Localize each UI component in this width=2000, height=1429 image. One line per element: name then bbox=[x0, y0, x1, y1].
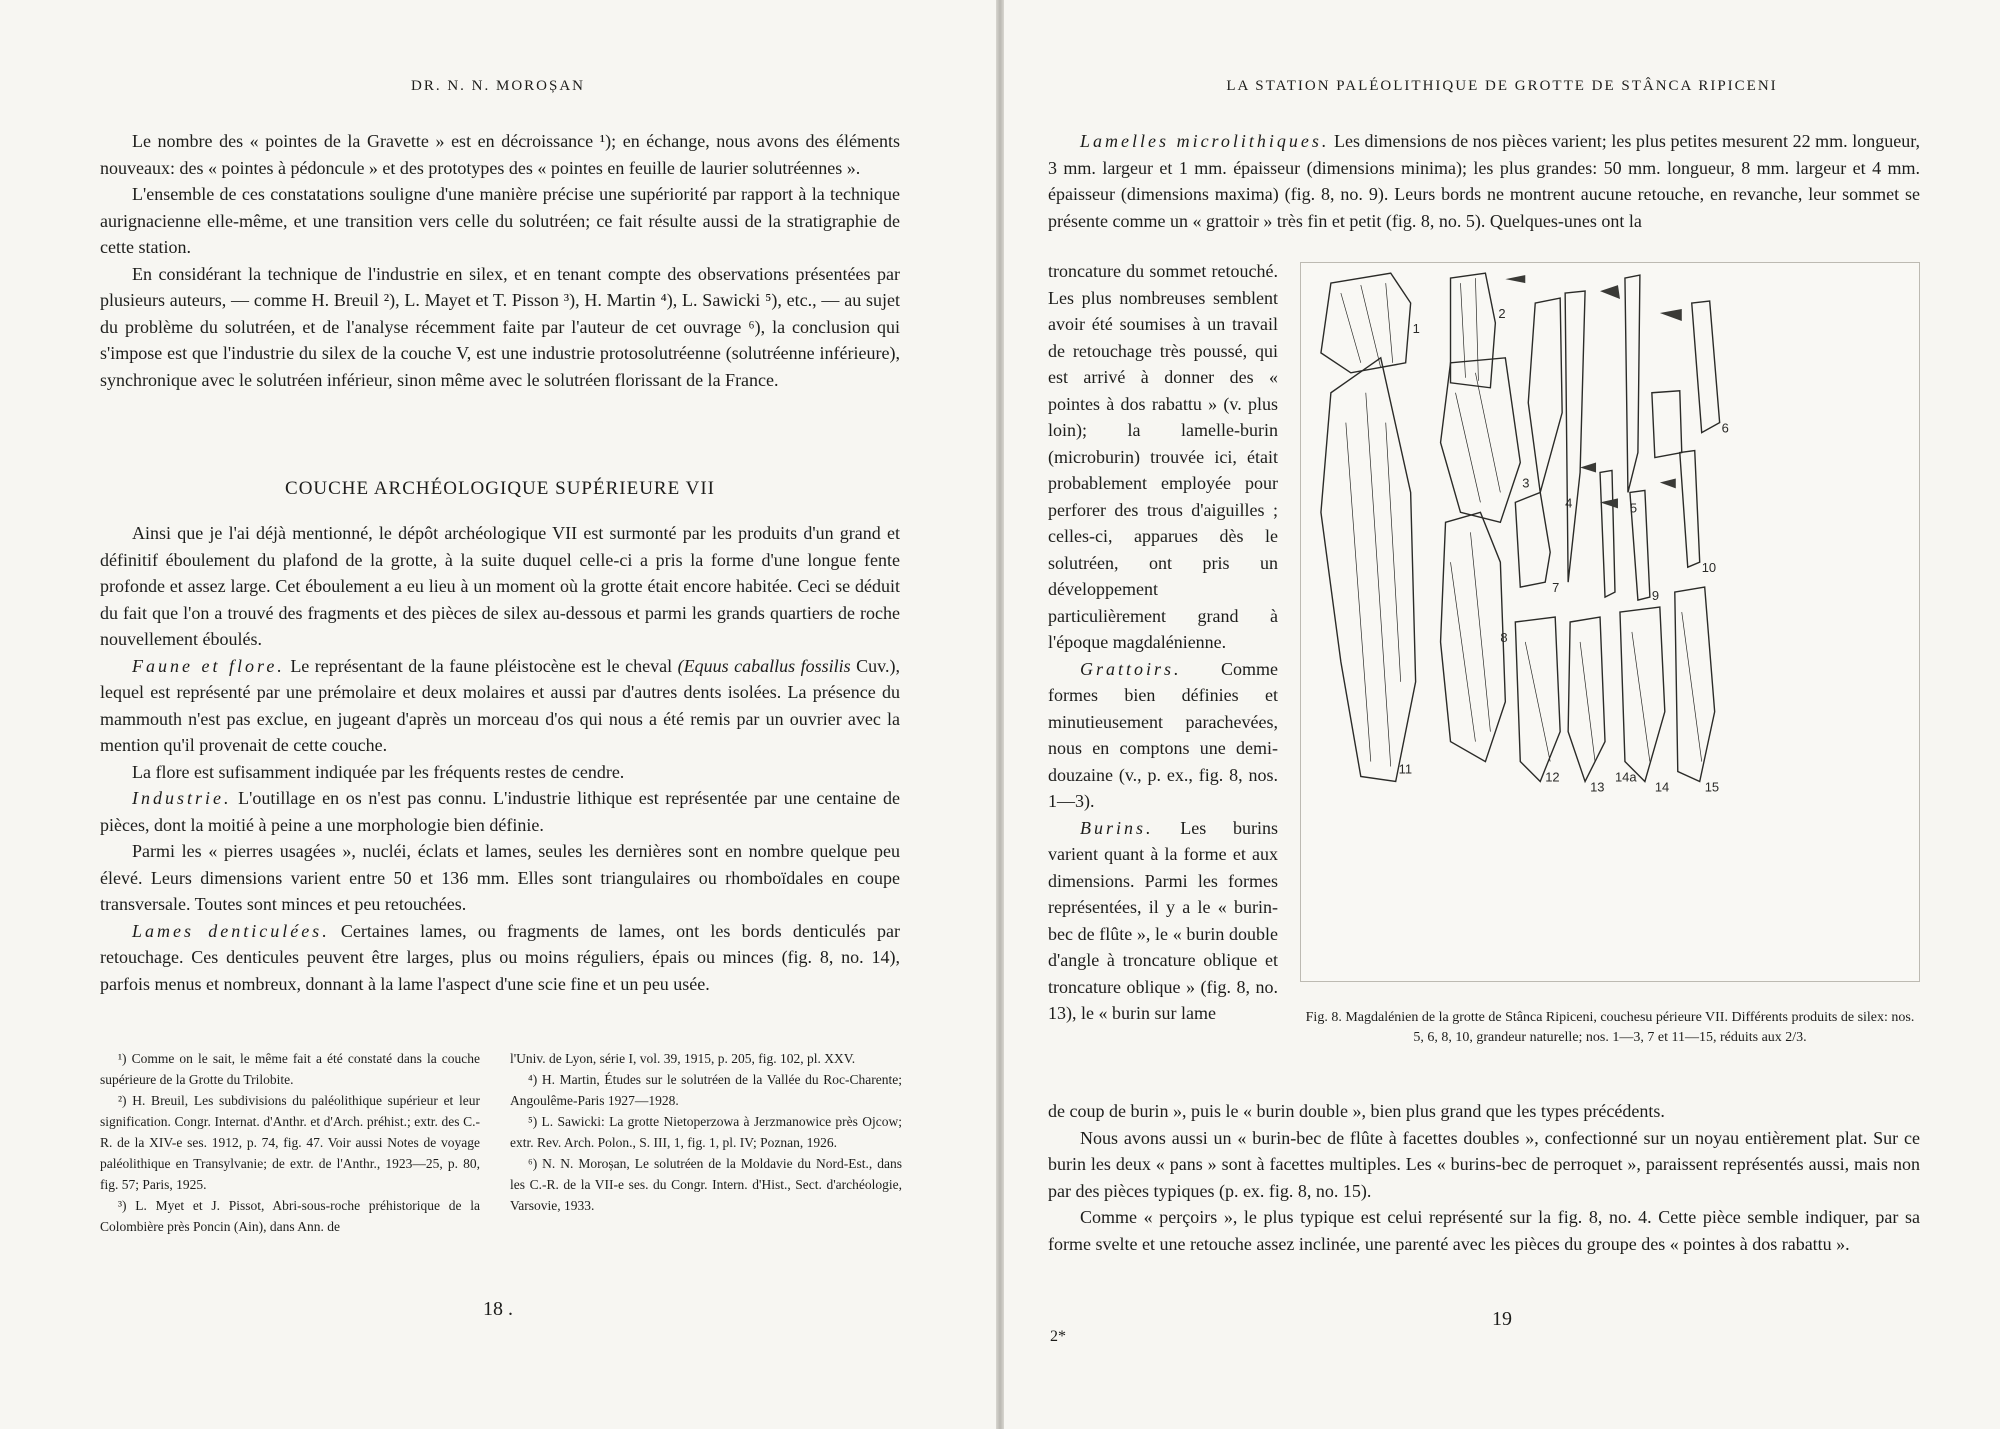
footnote: ⁴) H. Martin, Études sur le solutréen de la Vallée du Roc-Charente; Angoulême-Paris 1927—1928. bbox=[510, 1072, 902, 1108]
text-span: Les burins varient quant à la forme et aux dimensions. Parmi les formes représentées, il y a le « burin-bec de flûte », le « burin double d'angle à troncature oblique et troncature oblique » (fig. 8, no. 13), le « burin sur lame bbox=[1048, 817, 1278, 1023]
section-title: COUCHE ARCHÉOLOGIQUE SUPÉRIEURE VII bbox=[285, 478, 715, 499]
paragraph-lamelles bbox=[1048, 128, 1920, 234]
footnotes-right-column bbox=[510, 1048, 902, 1216]
left-page bbox=[0, 0, 996, 1429]
subhead-lamelles: Lamelles microlithiques. bbox=[1080, 131, 1330, 151]
figure-label: 14a bbox=[1614, 769, 1637, 785]
text-span: Cuv.), lequel est représenté par une prémolaire et deux molaires et aussi par d'autres dents isolées. La présence du mammouth n'est pas exclue, en jugeant d'après un morceau d'os qui nous a été remis par un ouvrier avec la mention qu'il provenait de cette couche. bbox=[100, 655, 900, 755]
tool-10 bbox=[1680, 451, 1700, 568]
tool-9 bbox=[1600, 470, 1615, 597]
page-number-right: 19 bbox=[1492, 1308, 1512, 1330]
paragraph-faune bbox=[100, 653, 900, 759]
figure-8-illustration bbox=[1300, 262, 1920, 982]
footnotes-left-column bbox=[100, 1048, 480, 1237]
tool-14 bbox=[1620, 607, 1665, 781]
paragraph: de coup de burin », puis le « burin double », bien plus grand que les types précédents. bbox=[1048, 1101, 1665, 1121]
paragraph: Le nombre des « pointes de la Gravette » est en décroissance ¹); en échange, nous avons des éléments nouveaux: des « pointes à pédoncule » et des prototypes des « pointes en feuille de laurier solutréennes ». bbox=[100, 131, 900, 178]
page-number-left: 18 . bbox=[483, 1298, 513, 1320]
figure-label: 12 bbox=[1545, 769, 1560, 785]
subhead-grattoirs: Grattoirs. bbox=[1080, 658, 1182, 679]
tool-11 bbox=[1321, 358, 1416, 782]
right-top-text bbox=[1048, 128, 1920, 234]
tool-5 bbox=[1625, 275, 1640, 492]
species-name: (Equus caballus fossilis bbox=[677, 655, 851, 676]
paragraph-grattoirs bbox=[1048, 656, 1278, 815]
subhead-faune: Faune et flore. bbox=[132, 655, 285, 676]
figure-label: 6 bbox=[1721, 420, 1729, 436]
figure-label: 13 bbox=[1590, 779, 1605, 795]
tool-7 bbox=[1515, 492, 1550, 587]
footnote: l'Univ. de Lyon, série I, vol. 39, 1915, p. 205, fig. 102, pl. XXV. bbox=[510, 1051, 856, 1066]
figure-label: 4 bbox=[1565, 495, 1573, 511]
figure-label: 9 bbox=[1651, 588, 1660, 604]
right-page bbox=[1004, 0, 2000, 1429]
figure-label: 3 bbox=[1522, 475, 1530, 491]
paragraph-burins bbox=[1048, 815, 1278, 1027]
subhead-lames: Lames denticulées. bbox=[132, 920, 330, 941]
left-body-text bbox=[100, 128, 900, 393]
text-span: Le représentant de la faune pléistocène est le cheval bbox=[284, 655, 678, 676]
signature-mark: 2* bbox=[1050, 1328, 1066, 1345]
paragraph: Ainsi que je l'ai déjà mentionné, le dépôt archéologique VII est surmonté par les produits d'un grand et définitif éboulement du plafond de la grotte, à la suite duquel celle-ci a pris la forme d'une longue fente profonde et assez large. Cet éboulement a eu lieu à un moment où la grotte était encore habitée. Ceci se déduit du fait que l'on a trouvé des fragments et des pièces de silex au-dessous et parmi les grands quartiers de roche nouvellement éboulés. bbox=[100, 523, 900, 649]
subhead-burins: Burins. bbox=[1080, 817, 1154, 838]
figure-label: 5 bbox=[1629, 500, 1638, 516]
running-head-left: DR. N. N. MOROȘAN bbox=[410, 78, 586, 94]
tool-1 bbox=[1321, 273, 1411, 373]
text-span: Comme formes bien définies et minutieusement parachevées, nous en comptons une demi-douzaine (v., p. ex., fig. 8, nos. 1—3). bbox=[1048, 658, 1278, 811]
tool-6 bbox=[1692, 301, 1720, 433]
left-body-text-2 bbox=[100, 520, 900, 997]
tool-4b bbox=[1565, 291, 1585, 582]
right-bottom-text bbox=[1048, 1098, 1920, 1257]
paragraph: Nous avons aussi un « burin-bec de flûte à facettes doubles », confectionné sur un noyau entièrement plat. Sur ce burin les deux « pans » sont à facettes multiples. Les « burins-bec de perroquet », paraissent représentés aussi, mais non par des pièces typiques (p. ex. fig. 8, no. 15). bbox=[1048, 1127, 1920, 1201]
paragraph: L'ensemble de ces constatations souligne d'une manière précise une supériorité par rapport à la technique aurignacienne elle-même, et une transition vers celle du solutréen; ce fait résulte aussi de la stratigraphie de cette station. bbox=[100, 184, 900, 257]
figure-label: 15 bbox=[1704, 779, 1720, 795]
tool-2 bbox=[1451, 273, 1496, 388]
footnote: ³) L. Myet et J. Pissot, Abri-sous-roche préhistorique de la Colombière près Poncin (Ain), dans Ann. de bbox=[100, 1198, 480, 1234]
paragraph-pierres: Parmi les « pierres usagées », nucléi, éclats et lames, seules les dernières sont en nombre quelque peu élevé. Leurs dimensions varient entre 50 et 136 mm. Elles sont triangulaires ou rhomboïdales en coupe transversale. Toutes sont minces et peu retouchées. bbox=[100, 841, 900, 914]
figure-caption: Fig. 8. Magdalénien de la grotte de Stânca Ripiceni, couchesu périeure VII. Différents produits de silex: nos. 5, 6, 8, 10, grandeur naturelle; nos. 1—3, 7 et 11—15, réduits aux 2/3. bbox=[1305, 1010, 1915, 1045]
paragraph-lames bbox=[100, 918, 900, 998]
tool-4 bbox=[1528, 298, 1562, 492]
paragraph: troncature du sommet retouché. Les plus nombreuses semblent avoir été soumises à un travail de retouchage très poussé, qui est arrivé à donner des « pointes à dos rabattu » (v. plus loin); la lamelle-burin (microburin) trouvée ici, était probablement employée pour perforer des trous d'aiguilles ; celles-ci, apparues dès le solutréen, ont pris un développement particulièrement grand à l'époque magdalénienne. bbox=[1048, 261, 1278, 652]
text-span: Certaines lames, ou fragments de lames, ont les bords denticulés par retouchage. Ces denticules peuvent être larges, plus ou moins réguliers, épais ou minces (fig. 8, no. 14), parfois menus et nombreux, donnant à la lame l'aspect d'une scie fine et un peu usée. bbox=[100, 920, 901, 994]
footnote: ¹) Comme on le sait, le même fait a été constaté dans la couche supérieure de la Grotte du Trilobite. bbox=[100, 1051, 480, 1087]
running-head-right: LA STATION PALÉOLITHIQUE DE GROTTE DE STÂNCA RIPICENI bbox=[1226, 78, 1778, 94]
text-span: Les dimensions de nos pièces varient; les plus petites mesurent 22 mm. longueur, 3 mm. largeur et 1 mm. épaisseur (dimensions minima); les plus grandes: 50 mm. longueur, 8 mm. largeur et 4 mm. épaisseur (dimensions maxima) (fig. 8, no. 9). Leurs bords ne montrent aucune retouche, en revanche, leur sommet se présente comme un « grattoir » très fin et petit (fig. 8, no. 5). Quelques-unes ont la bbox=[1048, 131, 1921, 231]
figure-label: 2 bbox=[1498, 305, 1506, 321]
paragraph: Comme « perçoirs », le plus typique est celui représenté sur la fig. 8, no. 4. Cette pièce semble indiquer, par sa forme svelte et une retouche assez inclinée, une parenté avec les pièces du groupe des « pointes à dos rabattu ». bbox=[1048, 1207, 1920, 1254]
footnote: ²) H. Breuil, Les subdivisions du paléolithique supérieur et leur signification. Congr. Internat. d'Anthr. et d'Arch. préhist.; extr. des C.-R. de la XIV-e ses. 1912, p. 74, fig. 47. Voir aussi Notes de voyage paléolithique en Transylvanie; de extr. de l'Anthr., 1923—25, p. 80, fig. 57; Paris, 1925. bbox=[100, 1093, 480, 1192]
figure-label: 10 bbox=[1701, 560, 1717, 576]
tool-13 bbox=[1568, 617, 1605, 781]
subhead-industrie: Industrie. bbox=[132, 788, 232, 808]
paragraph-industrie bbox=[100, 785, 900, 838]
tool-5b bbox=[1652, 391, 1682, 458]
tool-15 bbox=[1675, 587, 1715, 781]
paragraph: En considérant la technique de l'industrie en silex, et en tenant compte des observations présentées par plusieurs auteurs, — comme H. Breuil ²), L. Mayet et T. Pisson ³), H. Martin ⁴), L. Sawicki ⁵), etc., — au sujet du problème du solutréen, et de l'analyse récemment faite par l'auteur de cet ouvrage ⁶), la conclusion qui s'impose est que l'industrie du silex de la couche V, est une industrie protosolutréenne (solutréenne inférieure), synchronique avec le solutréen inférieur, sinon même avec le solutréen florissant de la France. bbox=[100, 263, 900, 390]
flint-tools-drawing bbox=[1301, 263, 1919, 981]
footnote: ⁶) N. N. Moroșan, Le solutréen de la Moldavie du Nord-Est., dans les C.-R. de la VII-e ses. du Congr. Intern. d'Hist., Sect. d'archéologie, Varsovie, 1933. bbox=[510, 1156, 902, 1213]
right-narrow-column bbox=[1048, 258, 1278, 1027]
figure-label: 11 bbox=[1398, 761, 1413, 777]
footnote: ⁵) L. Sawicki: La grotte Nietoperzowa à Jerzmanowice près Ojcow; extr. Rev. Arch. Polon., S. III, 1, fig. 1, pl. IV; Poznan, 1926. bbox=[510, 1114, 902, 1150]
paragraph-flore: La flore est sufisamment indiquée par les fréquents restes de cendre. bbox=[132, 761, 625, 782]
figure-label: 14 bbox=[1654, 779, 1670, 795]
tool-12 bbox=[1515, 617, 1560, 781]
figure-label: 8 bbox=[1500, 629, 1508, 645]
text-span: L'outillage en os n'est pas connu. L'industrie lithique est représentée par une centaine de pièces, dont la moitié à peine a une morphologie bien définie. bbox=[100, 788, 900, 835]
figure-label: 7 bbox=[1552, 580, 1560, 596]
book-gutter bbox=[996, 0, 1004, 1429]
figure-label: 1 bbox=[1412, 320, 1420, 336]
